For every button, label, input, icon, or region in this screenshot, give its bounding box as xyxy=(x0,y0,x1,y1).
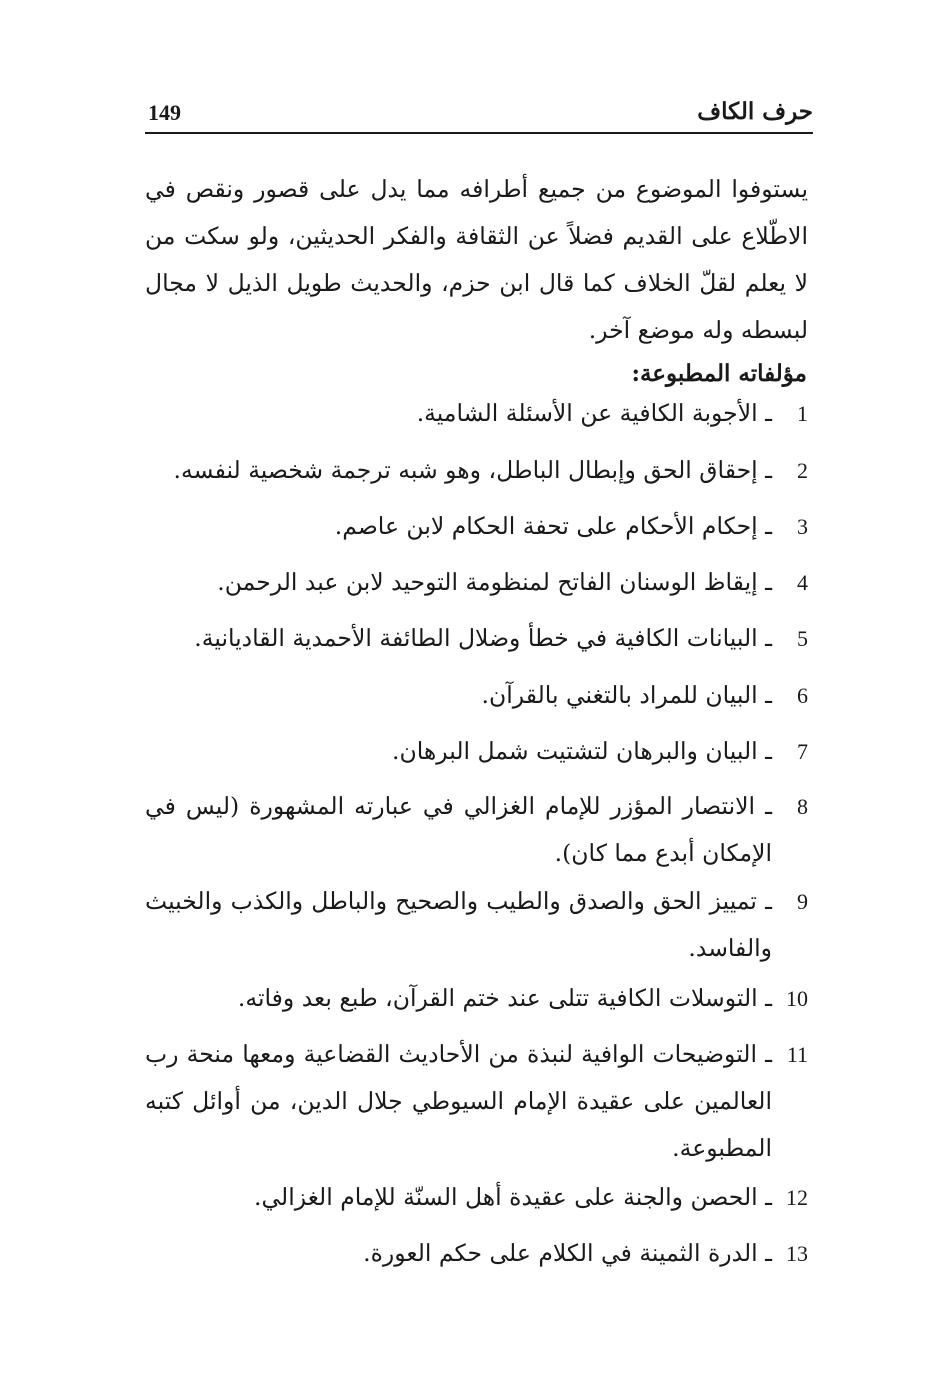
list-item xyxy=(145,878,808,972)
item-number: 9 xyxy=(797,889,808,914)
item-text: ـ الأجوبة الكافية عن الأسئلة الشامية. xyxy=(416,399,772,427)
item-number: 4 xyxy=(797,570,808,595)
item-number: 6 xyxy=(797,683,808,708)
list-item xyxy=(145,1230,808,1277)
item-number: 7 xyxy=(797,739,808,764)
item-text: ـ البيان والبرهان لتشتيت شمل البرهان. xyxy=(391,737,772,765)
list-item xyxy=(145,447,808,494)
item-number: 3 xyxy=(797,514,808,539)
item-text: ـ البيانات الكافية في خطأ وضلال الطائفة الأحمدية القاديانية. xyxy=(194,624,772,652)
item-text: ـ التوسلات الكافية تتلى عند ختم القرآن، طبع بعد وفاته. xyxy=(237,984,772,1012)
item-text: ـ تمييز الحق والصدق والطيب والصحيح والباطل والكذب والخبيث والفاسد. xyxy=(145,887,772,962)
item-number: 10 xyxy=(786,986,808,1011)
list-item xyxy=(145,975,808,1022)
item-text: ـ البيان للمراد بالتغني بالقرآن. xyxy=(481,681,772,709)
list-item xyxy=(145,783,808,877)
item-number: 5 xyxy=(797,626,808,651)
item-text: ـ إحكام الأحكام على تحفة الحكام لابن عاصم. xyxy=(334,512,772,540)
item-text: ـ إيقاظ الوسنان الفاتح لمنظومة التوحيد لابن عبد الرحمن. xyxy=(217,568,772,596)
item-number: 8 xyxy=(797,794,808,819)
list-item xyxy=(145,728,808,775)
list-item xyxy=(145,1174,808,1221)
list-item xyxy=(145,672,808,719)
list-item xyxy=(145,503,808,550)
item-text: ـ الدرة الثمينة في الكلام على حكم العورة. xyxy=(363,1239,772,1267)
item-text: ـ الحصن والجنة على عقيدة أهل السنّة للإمام الغزالي. xyxy=(254,1183,772,1211)
list-item xyxy=(145,615,808,662)
body-paragraph: يستوفوا الموضوع من جميع أطرافه مما يدل على قصور ونقص في الاطّلاع على القديم فضلاً عن الثقافة والفكر الحديثين، ولو سكت من لا يعلم لقلّ الخلاف كما قال ابن حزم، والحديث طويل الذيل لا مجال لبسطه وله موضع آخر. xyxy=(145,175,808,344)
list-item xyxy=(145,559,808,606)
item-text: ـ التوضيحات الوافية لنبذة من الأحاديث القضاعية ومعها منحة رب العالمين على عقيدة الإمام السيوطي جلال الدين، من أوائل كتبه المطبوعة. xyxy=(145,1040,772,1162)
item-number: 12 xyxy=(786,1185,808,1210)
chapter-title: حرف الكاف xyxy=(697,98,813,125)
item-text: ـ الانتصار المؤزر للإمام الغزالي في عبارته المشهورة (ليس في الإمكان أبدع مما كان). xyxy=(145,792,772,867)
item-number: 11 xyxy=(786,1042,808,1067)
list-item xyxy=(145,1031,808,1172)
item-number: 1 xyxy=(797,401,808,426)
item-number: 2 xyxy=(797,458,808,483)
item-text: ـ إحقاق الحق وإبطال الباطل، وهو شبه ترجمة شخصية لنفسه. xyxy=(173,456,772,484)
section-heading: مؤلفاته المطبوعة: xyxy=(631,360,807,387)
page-number: 149 xyxy=(148,100,181,125)
running-header xyxy=(145,96,813,132)
header-rule xyxy=(145,132,813,134)
item-number: 13 xyxy=(786,1241,808,1266)
list-item xyxy=(145,390,808,437)
